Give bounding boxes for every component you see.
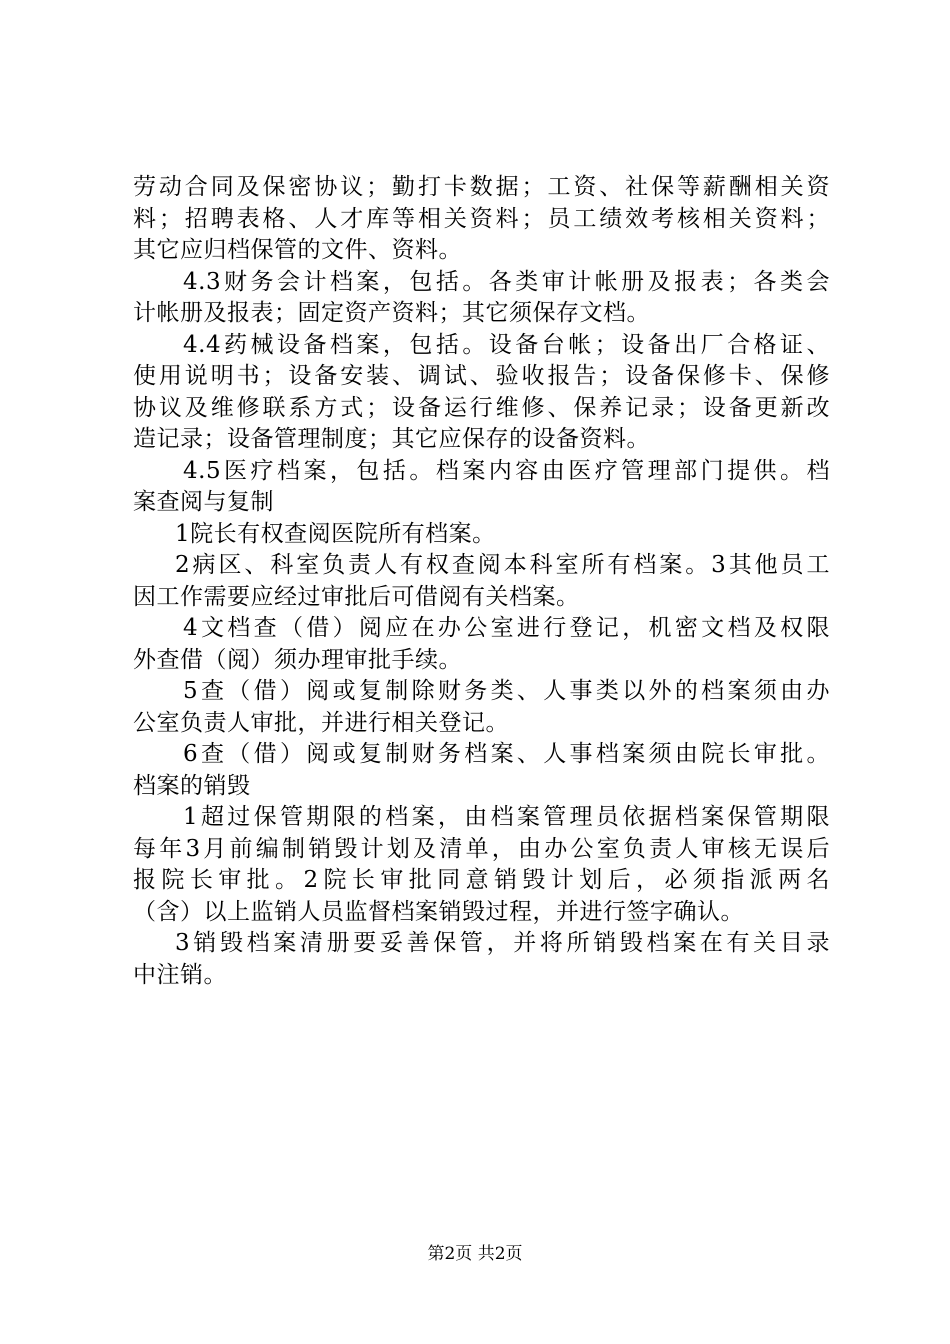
text-line: 档案的销毁 xyxy=(133,772,251,799)
text-line: 料；招聘表格、人才库等相关资料；员工绩效考核相关资料； xyxy=(133,205,830,232)
text-line: 案查阅与复制 xyxy=(133,489,274,515)
text-line: 其它应归档保管的文件、资料。 xyxy=(133,237,462,263)
text-line: 劳动合同及保密协议；勤打卡数据；工资、社保等薪酬相关资 xyxy=(133,174,830,200)
text-line: （含）以上监销人员监督档案销毁过程，并进行签字确认。 xyxy=(133,898,744,925)
text-line: 3销毁档案清册要妥善保管，并将所销毁档案在有关目录 xyxy=(175,930,830,956)
text-line: 协议及维修联系方式；设备运行维修、保养记录；设备更新改 xyxy=(133,394,830,421)
text-line: 外查借（阅）须办理审批手续。 xyxy=(133,646,462,673)
text-line: 中注销。 xyxy=(133,961,227,988)
text-line: 2病区、科室负责人有权查阅本科室所有档案。3其他员工 xyxy=(175,552,830,578)
text-line: 4.4药械设备档案，包括。设备台帐；设备出厂合格证、 xyxy=(183,331,830,358)
text-line: 1超过保管期限的档案，由档案管理员依据档案保管期限 xyxy=(183,804,830,830)
text-line: 因工作需要应经过审批后可借阅有关档案。 xyxy=(133,583,580,610)
text-line: 1院长有权查阅医院所有档案。 xyxy=(175,520,496,547)
text-line: 公室负责人审批，并进行相关登记。 xyxy=(133,709,509,736)
text-line: 报院长审批。2院长审批同意销毁计划后，必须指派两名 xyxy=(133,867,830,893)
text-line: 计帐册及报表；固定资产资料；其它须保存文档。 xyxy=(133,300,650,326)
text-line: 4.5医疗档案，包括。档案内容由医疗管理部门提供。档 xyxy=(183,457,830,484)
page-footer xyxy=(0,1243,950,1265)
text-line: 5查（借）阅或复制除财务类、人事类以外的档案须由办 xyxy=(183,678,830,704)
text-line: 4文档查（借）阅应在办公室进行登记，机密文档及权限 xyxy=(183,615,830,641)
text-line: 每年3月前编制销毁计划及清单，由办公室负责人审核无误后 xyxy=(133,835,830,862)
text-line: 使用说明书；设备安装、调试、验收报告；设备保修卡、保修 xyxy=(133,363,830,389)
text-line: 4.3财务会计档案，包括。各类审计帐册及报表；各类会 xyxy=(183,268,830,295)
text-line: 造记录；设备管理制度；其它应保存的设备资料。 xyxy=(133,426,650,452)
text-line: 6查（借）阅或复制财务档案、人事档案须由院长审批。 xyxy=(183,741,830,767)
page-number: 第2页 共2页 xyxy=(427,1244,523,1264)
document-body xyxy=(133,172,830,991)
